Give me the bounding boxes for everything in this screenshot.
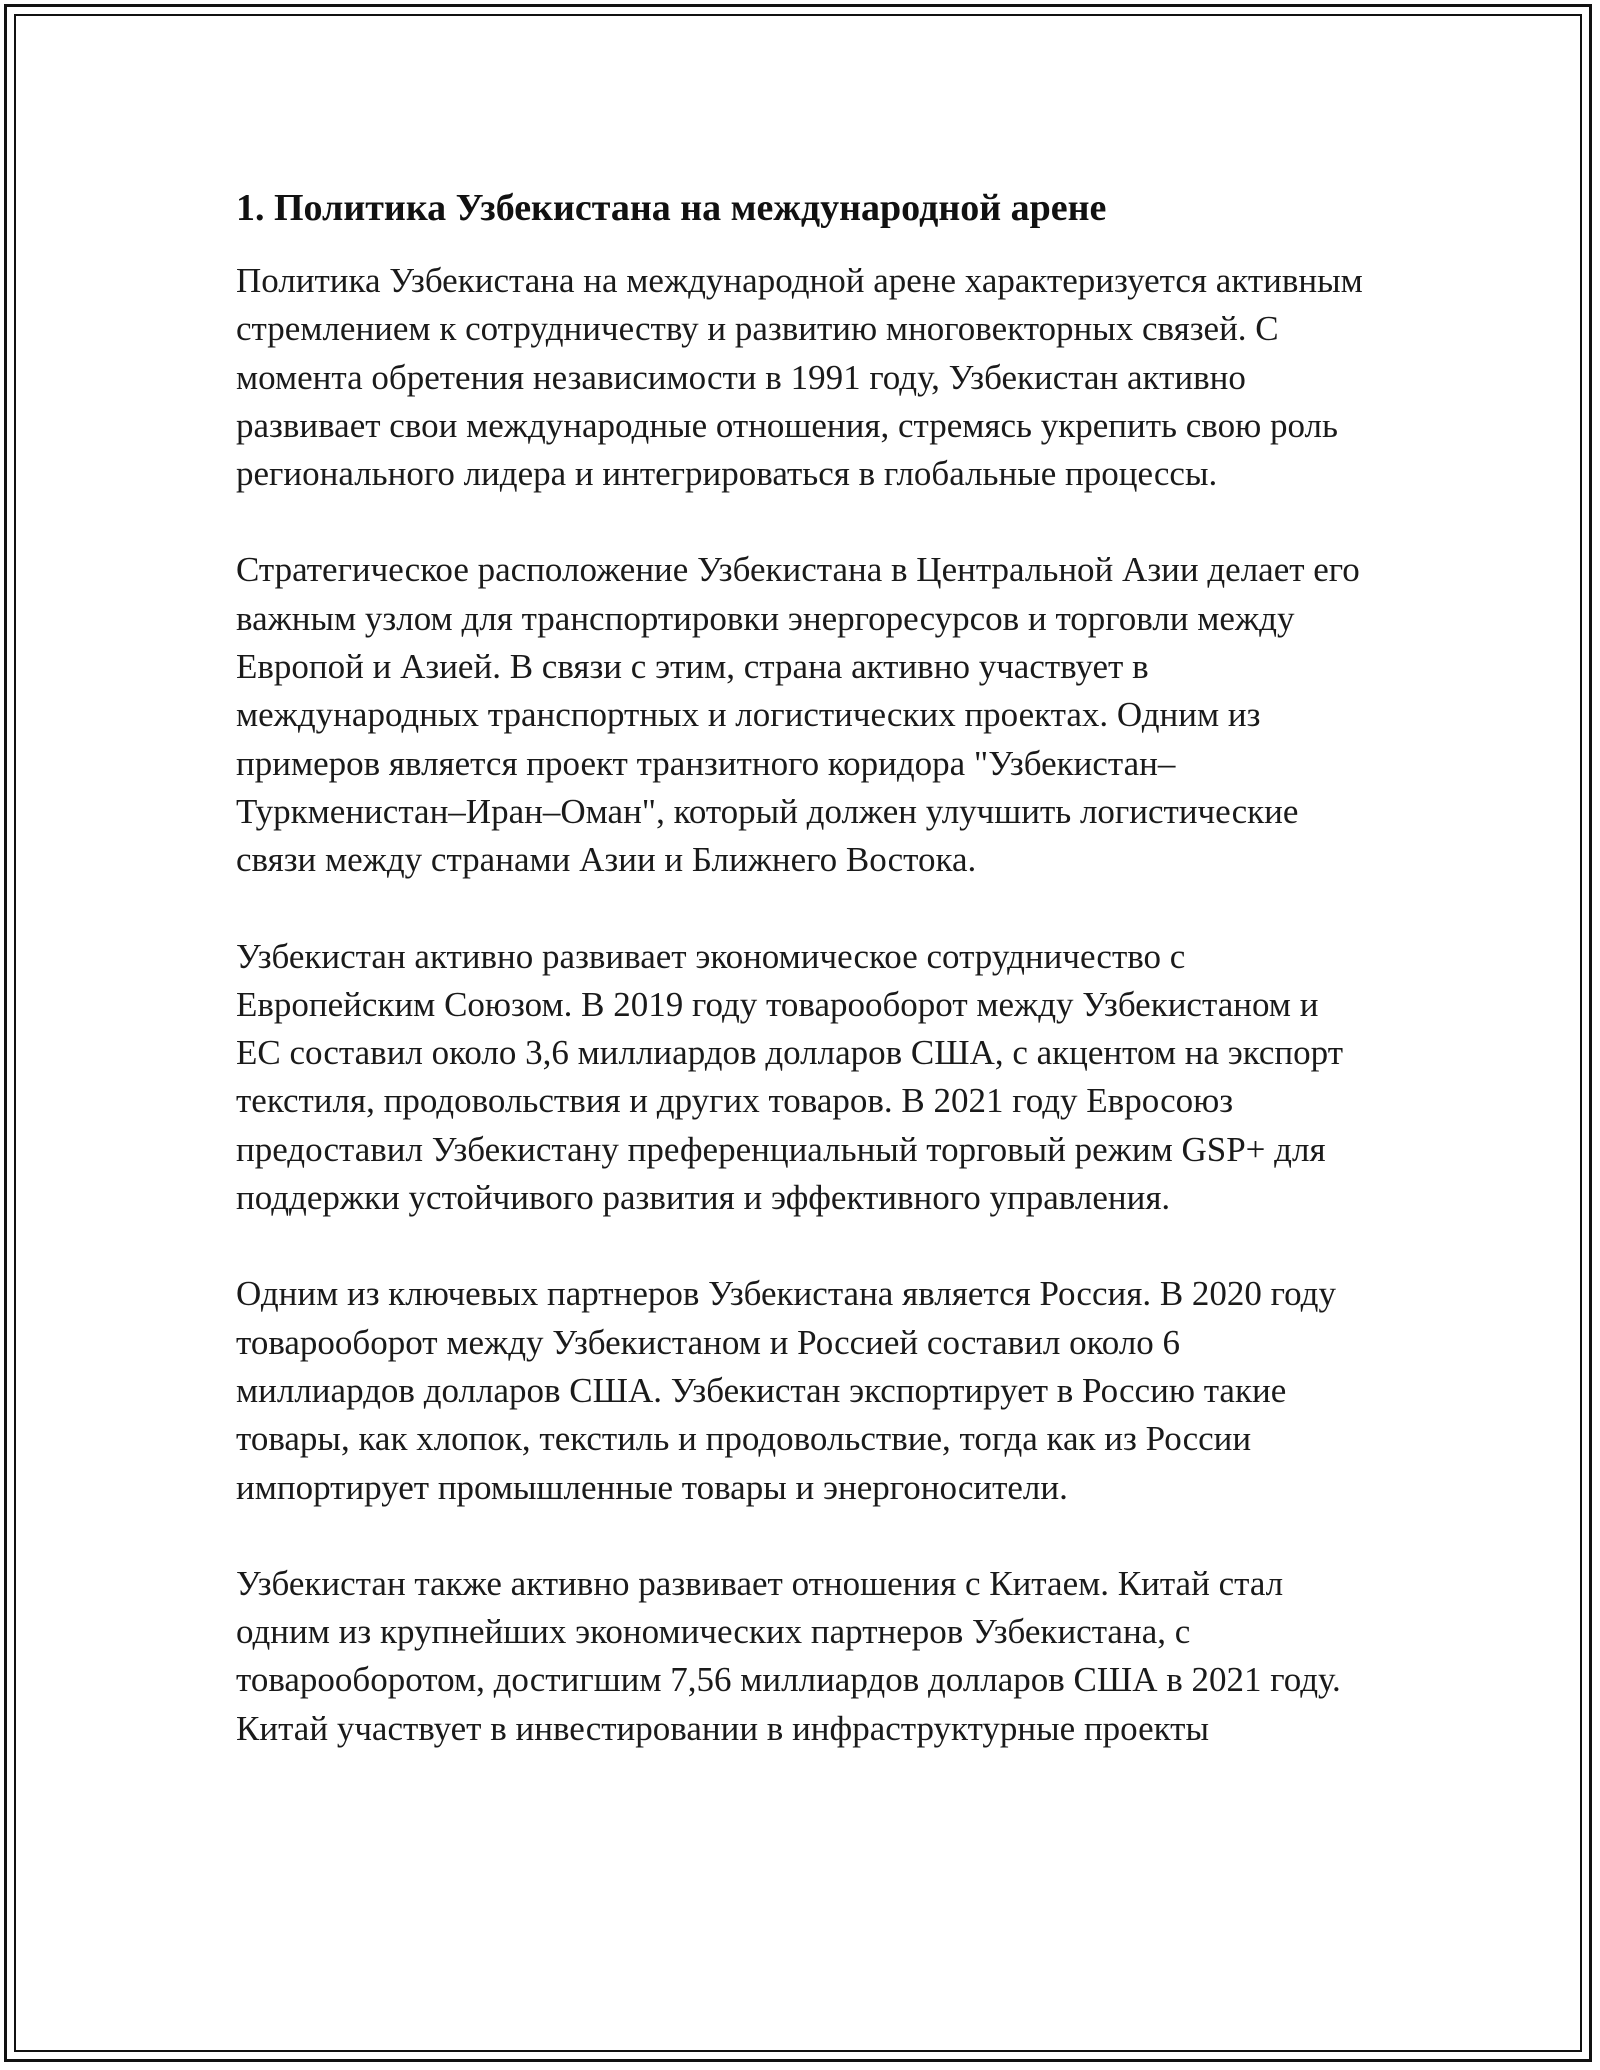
paragraph-china: Узбекистан также активно развивает отношения с Китаем. Китай стал одним из крупнейших экономических партнеров Узбекистана, с товарооборотом, достигшим 7,56 миллиардов долларов США в 2021 году. Китай участвует в инвестировании в инфраструктурные проекты xyxy=(236,1563,1341,1748)
paragraph-intro: Политика Узбекистана на международной арене характеризуется активным стремлением к сотрудничеству и развитию многовекторных связей. С момента обретения независимости в 1991 году, Узбекистан активно развивает свои международные отношения, стремясь укрепить свою роль регионального лидера и интегрироваться в глобальные процессы. xyxy=(236,261,1363,494)
paragraph-geography: Стратегическое расположение Узбекистана в Центральной Азии делает его важным узлом для транспортировки энергоресурсов и торговли между Европой и Азией. В связи с этим, страна активно участвует в международных транспортных и логистических проектах. Одним из примеров является проект транзитного коридора "Узбекистан–Туркменистан–Иран–Оман", который должен улучшить логистические связи между странами Азии и Ближнего Востока. xyxy=(236,550,1360,880)
paragraph-russia: Одним из ключевых партнеров Узбекистана является Россия. В 2020 году товарооборот между Узбекистаном и Россией составил около 6 миллиардов долларов США. Узбекистан экспортирует в Россию такие товары, как хлопок, текстиль и продовольствие, тогда как из России импортирует промышленные товары и энергоносители. xyxy=(236,1274,1336,1507)
paragraph-eu: Узбекистан активно развивает экономическое сотрудничество с Европейским Союзом. В 2019 году товарооборот между Узбекистаном и ЕС составил около 3,6 миллиардов долларов США, с акцентом на экспорт текстиля, продовольствия и других товаров. В 2021 году Евросоюз предоставил Узбекистану преференциальный торговый режим GSP+ для поддержки устойчивого развития и эффективного управления. xyxy=(236,936,1343,1218)
document-body xyxy=(236,182,1366,1801)
section-heading: 1. Политика Узбекистана на международной арене xyxy=(236,187,1107,229)
